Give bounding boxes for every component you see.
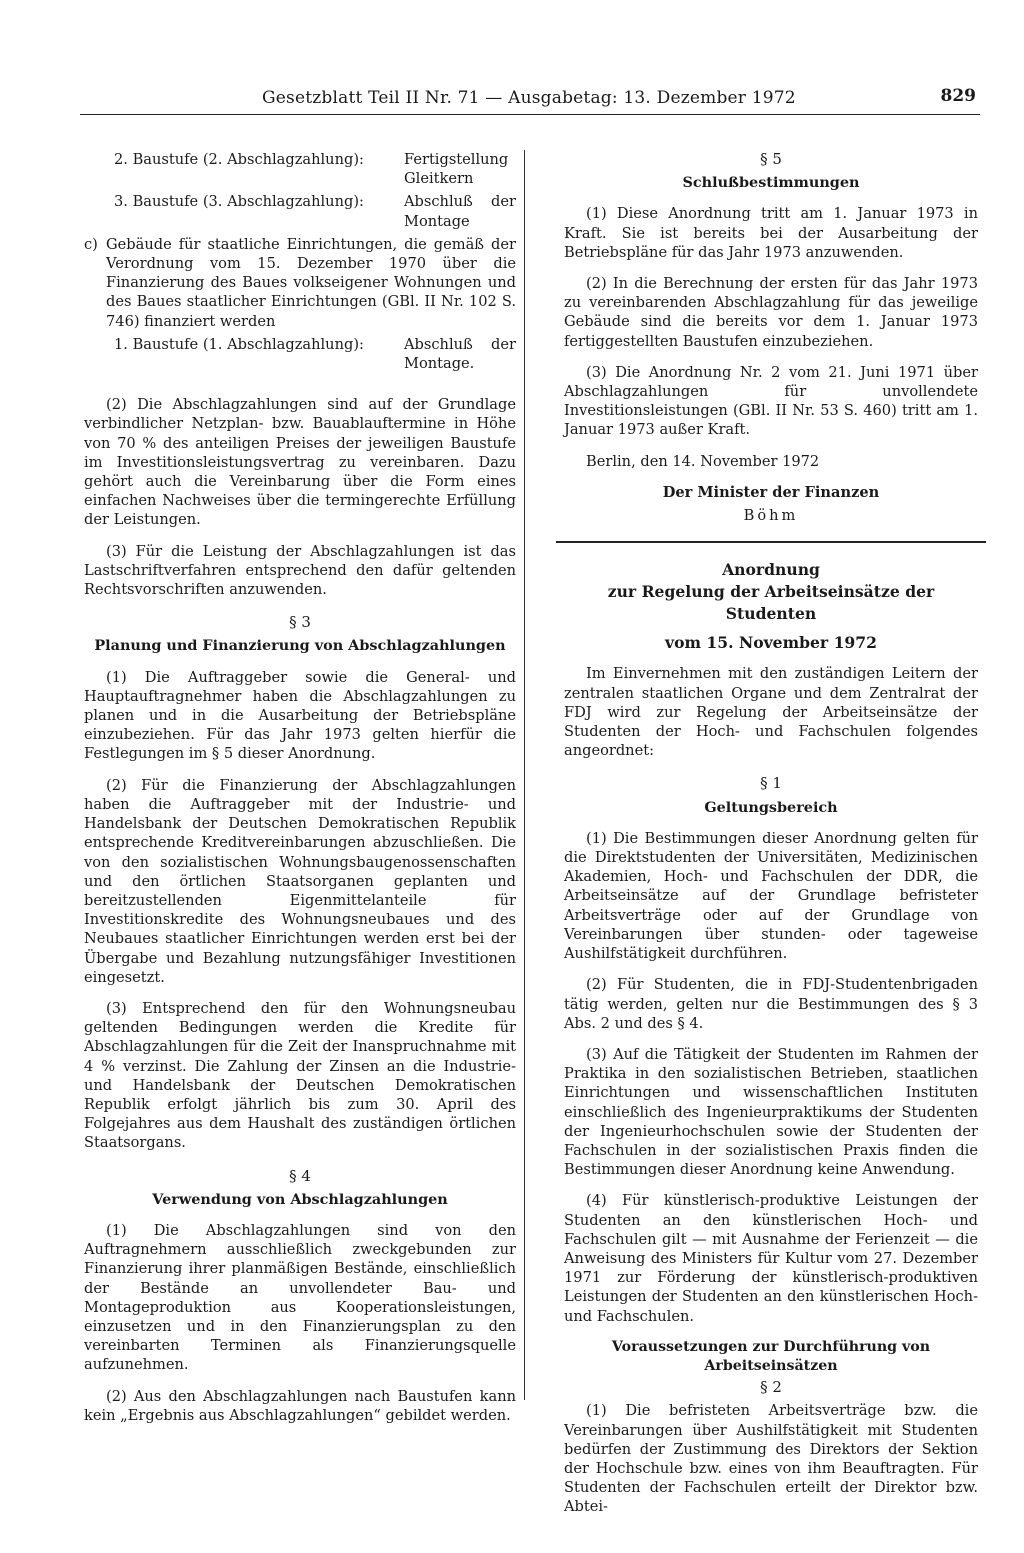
- stage-3-value: Abschluß der Montage: [404, 193, 516, 230]
- stage-2-label: 2. Baustufe (2. Abschlagzahlung):: [114, 151, 364, 168]
- gazette-title: Gesetzblatt Teil II Nr. 71 — Ausgabetag: 13. Dezember 1972: [262, 88, 796, 108]
- section-3-paragraph-3: (3) Entsprechend den für den Wohnungsneubau geltenden Bedingungen werden die Kredite für Abschlagzahlungen für die Zeit der Inanspruchnahme mit 4 % verzinst. Die Zahlung der Zinsen an die Industrie- und Handelsbank der Deutschen Demokratischen Republik erfolgt jährlich bis zum 30. April des Folgejahres aus dem Haushalt des zuständigen örtlichen Staatsorgans.: [84, 999, 516, 1152]
- stage-1-row: [84, 335, 516, 373]
- section-5-number: § 5: [760, 150, 782, 168]
- ordinance-title-line-1: Anordnung: [722, 560, 820, 580]
- signer-name: Böhm: [743, 507, 799, 525]
- section-4-number: § 4: [289, 1166, 311, 1185]
- prerequisites-heading: Voraussetzungen zur Durchführung von Arbeitseinsätzen: [611, 1338, 931, 1374]
- ordinance-section-1-title: Geltungsbereich: [704, 798, 838, 816]
- section-3-paragraph-1: (1) Die Auftraggeber sowie die General- und Hauptauftragnehmer haben die Abschlagzahlungen zu planen und in die Ausarbeitung der Betriebspläne einzubeziehen. Für das Jahr 1973 gelten hierfür die Festlegungen im § 5 dieser Anordnung.: [84, 668, 516, 763]
- ordinance-date: vom 15. November 1972: [665, 633, 877, 653]
- ordinance-intro: Im Einvernehmen mit den zuständigen Leitern der zentralen staatlichen Organe und dem Zentralrat der FDJ wird zur Regelung der Arbeitseinsätze der Studenten der Hoch- und Fachschulen folgendes angeordnet:: [564, 665, 978, 760]
- section-5-title: Schlußbestimmungen: [682, 174, 860, 192]
- section-5-paragraph-1: (1) Diese Anordnung tritt am 1. Januar 1973 in Kraft. Sie ist bereits bei der Ausarbeitung der Betriebspläne für das Jahr 1973 anzuwenden.: [564, 205, 978, 261]
- ordinance-section-1-number: § 1: [760, 774, 782, 793]
- ordinance-section-1-paragraph-2: (2) Für Studenten, die in FDJ-Studentenbrigaden tätig werden, gelten nur die Bestimmungen des § 3 Abs. 2 und des § 4.: [564, 976, 978, 1032]
- section-4-title: Verwendung von Abschlagzahlungen: [152, 1190, 448, 1208]
- paragraph-3: (3) Für die Leistung der Abschlagzahlungen ist das Lastschriftverfahren entsprechend den dafür geltenden Rechtsvorschriften anzuwenden.: [84, 542, 516, 599]
- ordinance-section-2-paragraph-1: (1) Die befristeten Arbeitsverträge bzw. die Vereinbarungen über Aushilfstätigkeit mit Studenten bedürfen der Zustimmung des Direktors der Sektion der Hochschule bzw. eines von ihm Beauftragten. Für Studenten der Fachschulen erteilt der Direktor bzw. Abtei-: [564, 1402, 978, 1516]
- section-4-paragraph-1: (1) Die Abschlagzahlungen sind von den Auftragnehmern ausschließlich zweckgebunden zur Finanzierung ihrer planmäßigen Bestände, einschließlich der Bestände an unvollendeter Bau- und Montageproduktion aus Kooperationsleistungen, einzusetzen und in den Finanzierungsplan zu den vereinbarten Terminen als Finanzierungsquelle aufzunehmen.: [84, 1221, 516, 1374]
- section-divider-rule: [556, 541, 986, 543]
- signer-title: Der Minister der Finanzen: [662, 483, 880, 501]
- stage-1-label: 1. Baustufe (1. Abschlagzahlung):: [114, 335, 364, 353]
- section-5-paragraph-2: (2) In die Berechnung der ersten für das Jahr 1973 zu vereinbarenden Abschlagzahlung für das jeweilige Gebäude sind die bereits vor dem 1. Januar 1973 fertiggestellten Baustufen einzubeziehen.: [564, 275, 978, 350]
- section-3-paragraph-2: (2) Für die Finanzierung der Abschlagzahlungen haben die Auftraggeber mit der Industrie- und Handelsbank der Deutschen Demokratischen Republik entsprechende Kreditvereinbarungen abzuschließen. Die von den sozialistischen Wohnungsbaugenossenschaften und den örtlichen Staatsorganen geplanten und bereitzustellenden Eigenmittelanteile für Investitionskredite des Wohnungsneubaues und des Neubaues staatlicher Einrichtungen werden erst bei der Übergabe und Bezahlung nutzungsfähiger Investitionen eingesetzt.: [84, 776, 516, 986]
- section-3-title: Planung und Finanzierung von Abschlagzahlungen: [94, 637, 506, 655]
- stage-2-value: Fertigstellung Gleitkern: [404, 151, 509, 188]
- left-column: [84, 150, 516, 1437]
- item-c-label: c): [84, 235, 98, 253]
- stage-2-row: [84, 150, 516, 188]
- page-header: [80, 86, 980, 115]
- place-and-date: Berlin, den 14. November 1972: [586, 452, 820, 470]
- column-divider: [524, 150, 525, 1400]
- ordinance-section-2-number: § 2: [760, 1378, 782, 1397]
- section-4-paragraph-2: (2) Aus den Abschlagzahlungen nach Baustufen kann kein „Ergebnis aus Abschlagzahlungen“ gebildet werden.: [84, 1387, 516, 1424]
- ordinance-section-1-paragraph-4: (4) Für künstlerisch-produktive Leistungen der Studenten an den künstlerischen Hoch- und Fachschulen gilt — mit Ausnahme der Ferienzeit — die Anweisung des Ministers für Kultur vom 27. Dezember 1971 zur Förderung der künstlerisch-produktiven Leistungen der Studenten an den künstlerischen Hoch- und Fachschulen.: [564, 1192, 978, 1325]
- stage-1-value: Abschluß der Montage.: [404, 335, 516, 373]
- stage-3-row: [84, 192, 516, 230]
- stage-3-label: 3. Baustufe (3. Abschlagzahlung):: [114, 193, 364, 211]
- section-5-paragraph-3: (3) Die Anordnung Nr. 2 vom 21. Juni 1971 über Abschlagzahlungen für unvollendete Investitionsleistungen (GBl. II Nr. 53 S. 460) tritt am 1. Januar 1973 außer Kraft.: [564, 363, 978, 439]
- spacer: [84, 377, 516, 395]
- paragraph-2: (2) Die Abschlagzahlungen sind auf der Grundlage verbindlicher Netzplan- bzw. Bauablauftermine in Höhe von 70 % des anteiligen Preises der jeweiligen Baustufe im Investitionsleistungsvertrag zu vereinbaren. Dazu gehört auch die Vereinbarung über die Form eines einfachen Nachweises über die termingerechte Erfüllung der Leistungen.: [84, 396, 516, 529]
- ordinance-section-1-paragraph-1: (1) Die Bestimmungen dieser Anordnung gelten für die Direktstudenten der Universitäten, Medizinischen Akademien, Hoch- und Fachschulen der DDR, die Arbeitseinsätze auf der Grundlage befristeter Arbeitsverträge oder auf der Grundlage von Vereinbarungen über stunden- oder tageweise Aushilfstätigkeit durchführen.: [564, 829, 978, 963]
- page-number: 829: [940, 86, 976, 106]
- item-c-text: Gebäude für staatliche Einrichtungen, die gemäß der Verordnung vom 15. Dezember 1970 über die Finanzierung des Baues volkseigener Wohnungen und des Baues staatlicher Einrichtungen (GBl. II Nr. 102 S. 746) finanziert werden: [106, 235, 516, 330]
- right-column: [564, 150, 978, 1529]
- item-c: [84, 235, 516, 331]
- section-3-number: § 3: [289, 613, 311, 632]
- ordinance-title-line-2: zur Regelung der Arbeitseinsätze der Studenten: [607, 582, 935, 624]
- ordinance-section-1-paragraph-3: (3) Auf die Tätigkeit der Studenten im Rahmen der Praktika in den sozialistischen Betrieben, staatlichen Einrichtungen und wissenschaftlichen Instituten einschließlich des Ingenieurpraktikums der Studenten der Ingenieurhochschulen sowie der Studenten der Fachschulen in der sozialistischen Praxis finden die Bestimmungen dieser Anordnung keine Anwendung.: [564, 1045, 978, 1179]
